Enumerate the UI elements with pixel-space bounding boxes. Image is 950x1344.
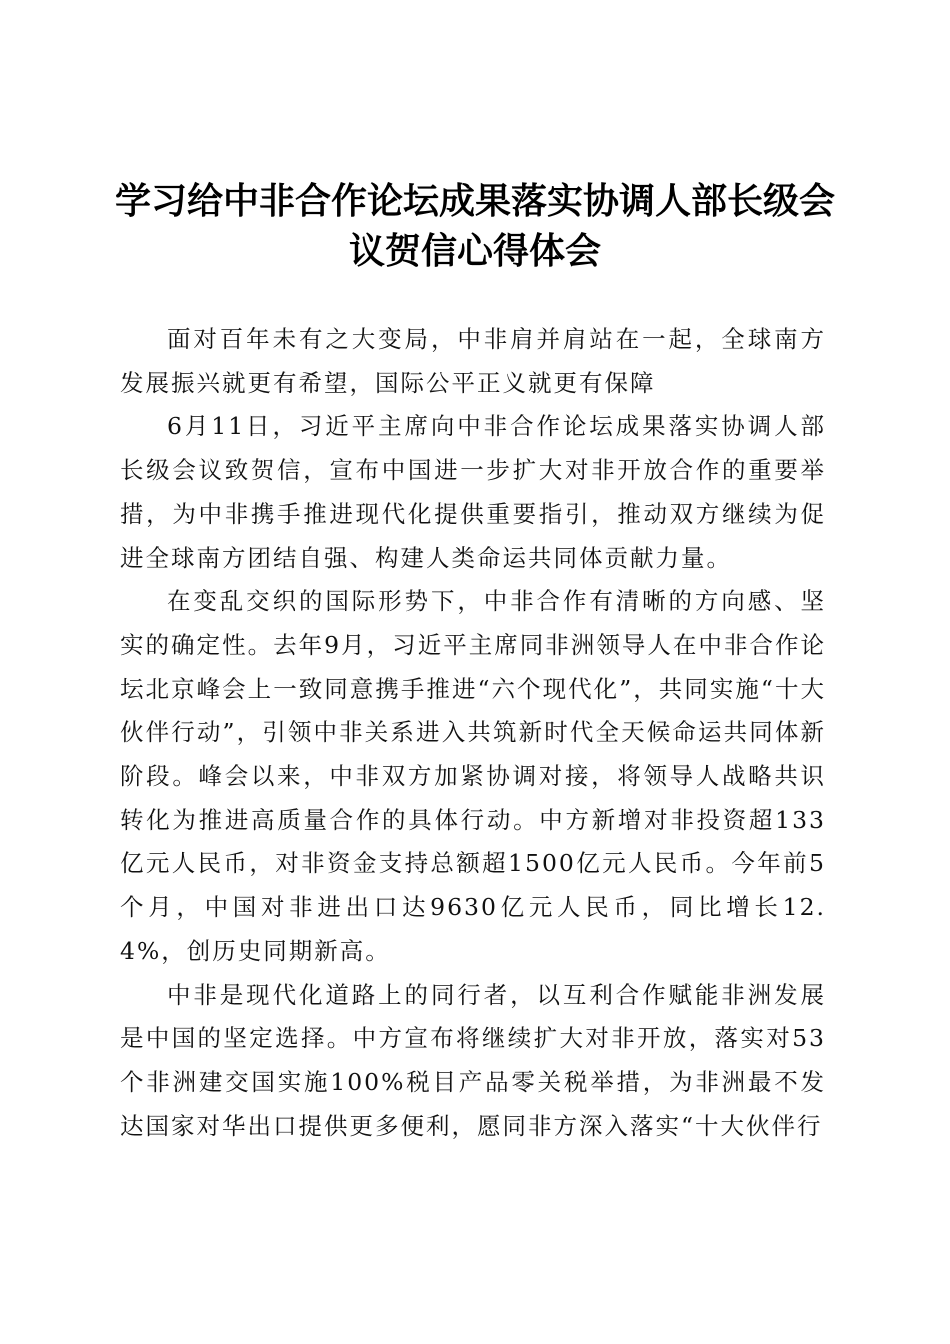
document-title: 学习给中非合作论坛成果落实协调人部长级会议贺信心得体会 [114,180,835,272]
paragraph-4: 中非是现代化道路上的同行者，以互利合作赋能非洲发展是中国的坚定选择。中方宣布将继续扩大对非开放，落实对53个非洲建交国实施100%税目产品零关税举措，为非洲最不发达国家对华出口提供更多便利，愿同非方深入落实“十大伙伴行 [120,980,826,1140]
paragraph-1: 面对百年未有之大变局，中非肩并肩站在一起，全球南方发展振兴就更有希望，国际公平正义就更有保障 [120,325,826,397]
paragraph-2: 6月11日，习近平主席向中非合作论坛成果落实协调人部长级会议致贺信，宣布中国进一步扩大对非开放合作的重要举措，为中非携手推进现代化提供重要指引，推动双方继续为促进全球南方团结自强、构建人类命运共同体贡献力量。 [120,412,826,572]
document-body [120,318,826,1148]
paragraph-3: 在变乱交织的国际形势下，中非合作有清晰的方向感、坚实的确定性。去年9月，习近平主席同非洲领导人在中非合作论坛北京峰会上一致同意携手推进“六个现代化”，共同实施“十大伙伴行动”，引领中非关系进入共筑新时代全天候命运共同体新阶段。峰会以来，中非双方加紧协调对接，将领导人战略共识转化为推进高质量合作的具体行动。中方新增对非投资超133亿元人民币，对非资金支持总额超1500亿元人民币。今年前5个月，中国对非进出口达9630亿元人民币，同比增长12.4%，创历史同期新高。 [120,587,826,965]
